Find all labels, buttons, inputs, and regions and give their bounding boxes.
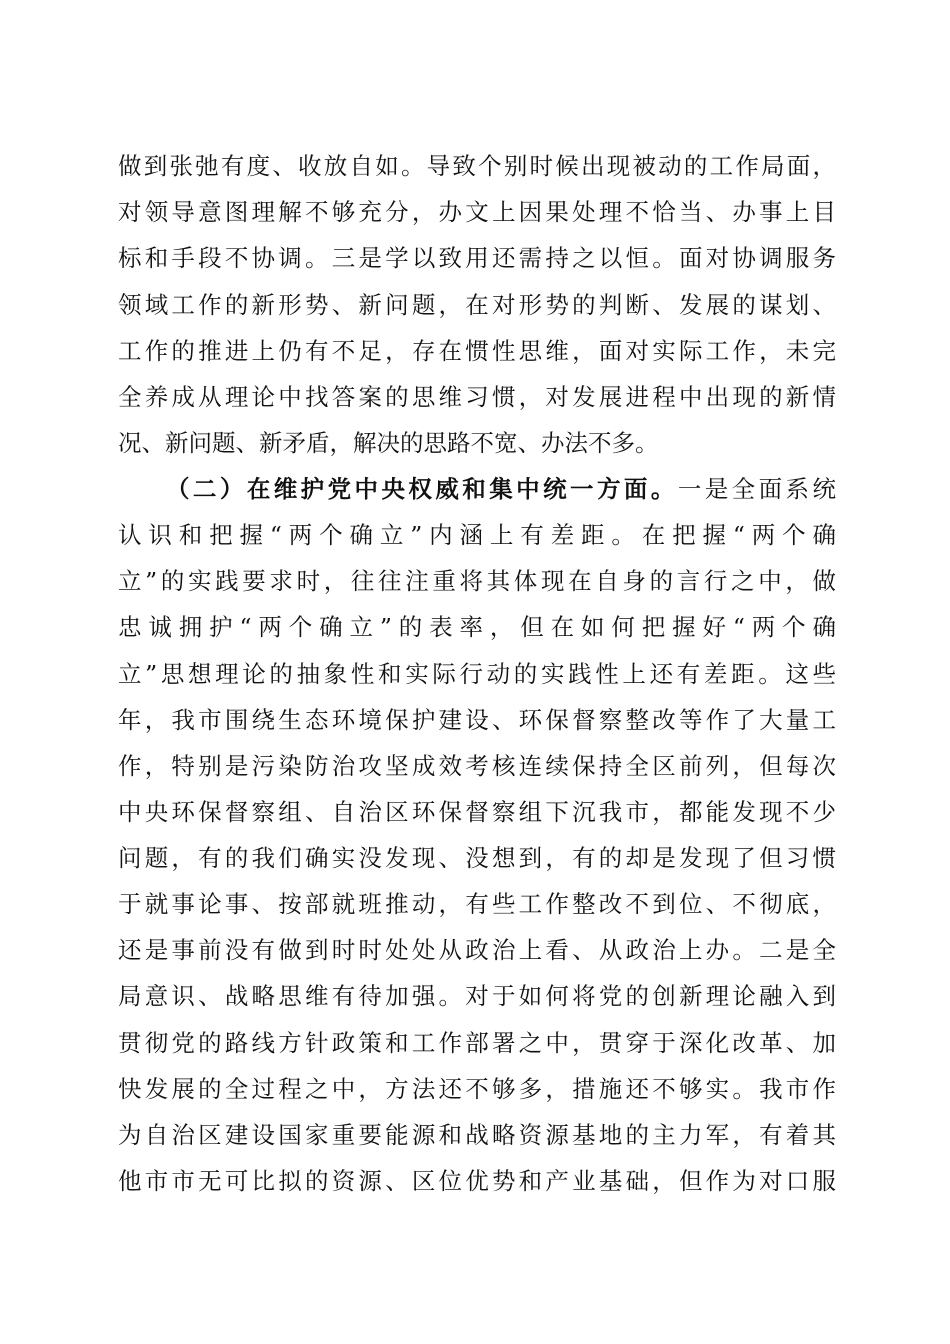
text-line: 快发展的全过程之中，方法还不够多，措施还不够实。我市作 [118, 1075, 836, 1103]
text-line: 认识和把握“两个确立”内涵上有差距。在把握“两个确 [118, 521, 836, 549]
text-line: 问题，有的我们确实没发现、没想到，有的却是发现了但习惯 [118, 844, 836, 872]
text-line: 全养成从理论中找答案的思维习惯，对发展进程中出现的新情 [118, 383, 836, 411]
text-line: 立”思想理论的抽象性和实际行动的实践性上还有差距。这些 [118, 660, 836, 688]
text-line: 中央环保督察组、自治区环保督察组下沉我市，都能发现不少 [118, 798, 836, 826]
text-line: 对领导意图理解不够充分，办文上因果处理不恰当、办事上目 [118, 198, 836, 226]
text-line: 立”的实践要求时，往往注重将其体现在自身的言行之中，做 [118, 567, 836, 595]
text-line: 贯彻党的路线方针政策和工作部署之中，贯穿于深化改革、加 [118, 1029, 836, 1057]
text-line: 况、新问题、新矛盾，解决的思路不宽、办法不多。 [118, 429, 659, 457]
section-number: （二） [166, 475, 247, 503]
text-line: 为自治区建设国家重要能源和战略资源基地的主力军，有着其 [118, 1121, 836, 1149]
section-heading-continuation: 一是全面系统 [677, 475, 836, 503]
section-heading: 在维护党中央权威和集中统一方面。 [246, 475, 678, 503]
text-line: 领域工作的新形势、新问题，在对形势的判断、发展的谋划、 [118, 291, 836, 319]
text-line: 标和手段不协调。三是学以致用还需持之以恒。面对协调服务 [118, 244, 836, 272]
text-line: 还是事前没有做到时时处处从政治上看、从政治上办。二是全 [118, 936, 836, 964]
text-line: 于就事论事、按部就班推动，有些工作整改不到位、不彻底， [118, 890, 836, 918]
text-line: 工作的推进上仍有不足，存在惯性思维，面对实际工作，未完 [118, 337, 836, 365]
text-line: 作，特别是污染防治攻坚成效考核连续保持全区前列，但每次 [118, 752, 836, 780]
text-line: 局意识、战略思维有待加强。对于如何将党的创新理论融入到 [118, 982, 836, 1010]
section-heading-line [166, 467, 836, 511]
text-line: 忠诚拥护“两个确立”的表率，但在如何把握好“两个确 [118, 613, 836, 641]
text-line: 年，我市围绕生态环境保护建设、环保督察整改等作了大量工 [118, 706, 836, 734]
text-line: 他市市无可比拟的资源、区位优势和产业基础，但作为对口服 [118, 1167, 836, 1195]
text-line: 做到张弛有度、收放自如。导致个别时候出现被动的工作局面， [118, 152, 836, 180]
